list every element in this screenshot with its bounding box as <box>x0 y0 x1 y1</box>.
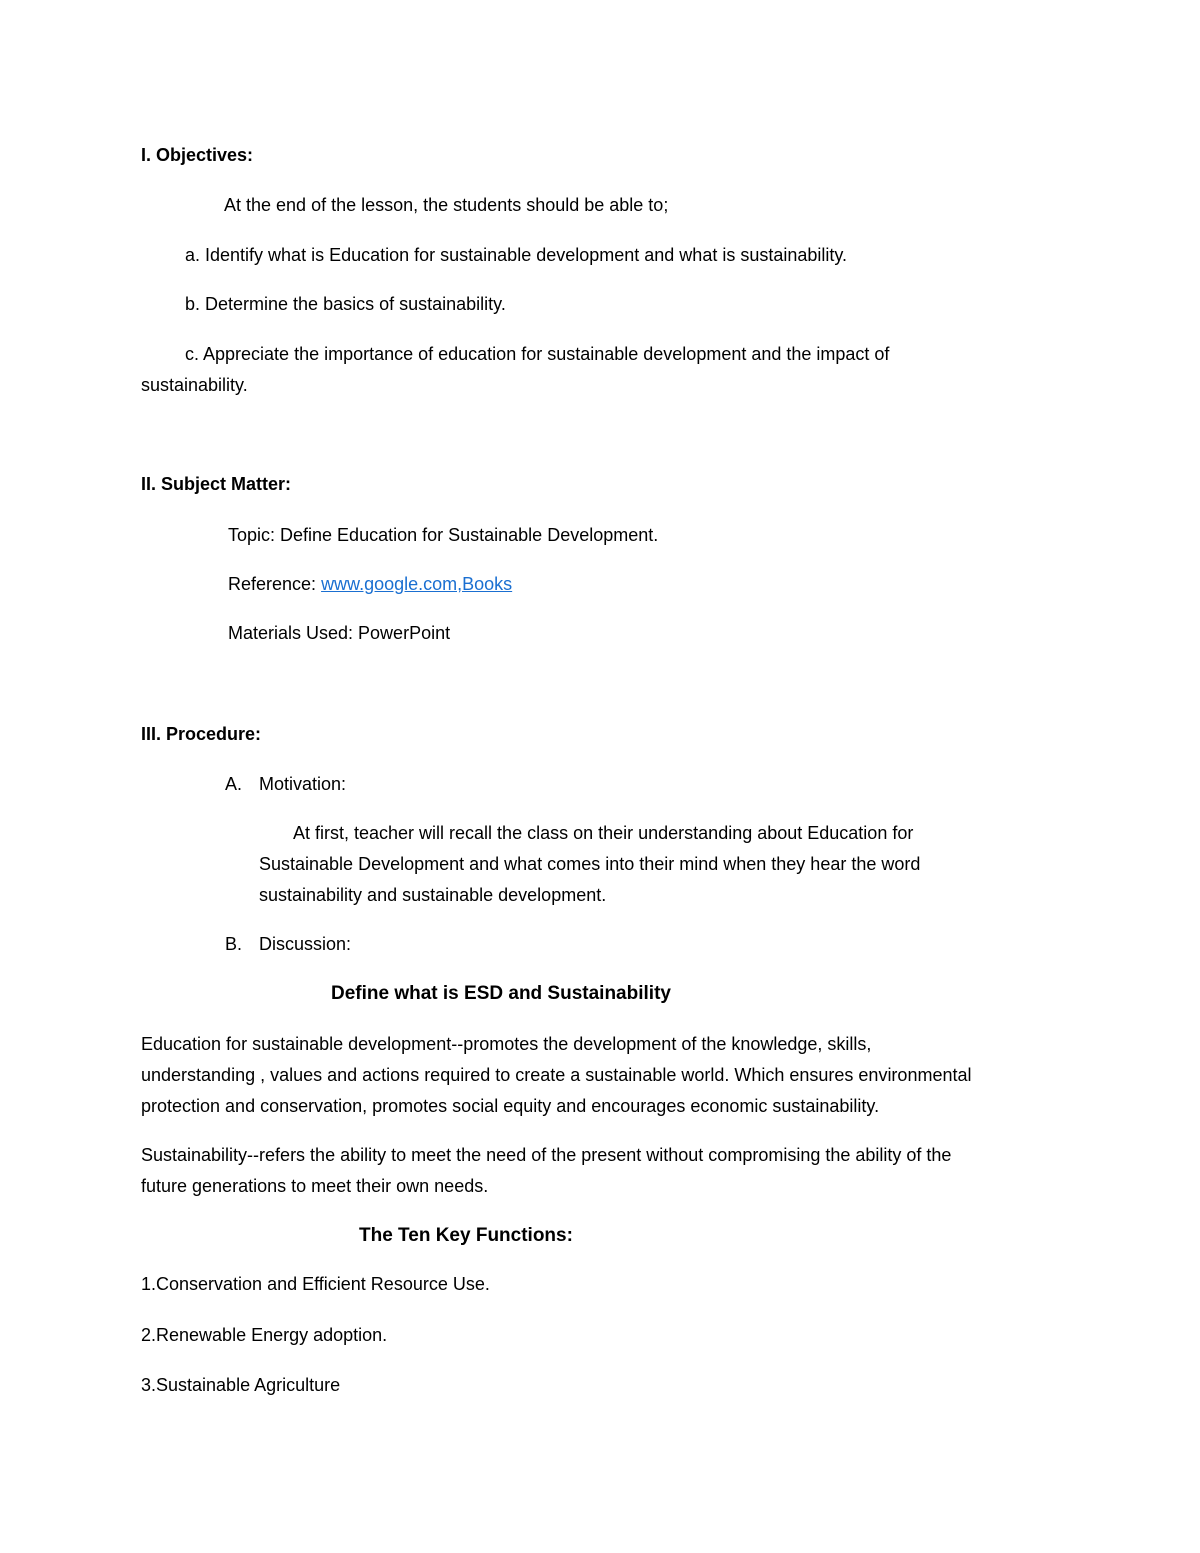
objectives-heading: I. Objectives: <box>141 145 254 165</box>
sustainability-definition-line-2: future generations to meet their own needs. <box>141 1176 489 1196</box>
objectives-intro: At the end of the lesson, the students should be able to; <box>224 195 669 215</box>
subject-reference <box>228 569 512 600</box>
key-functions-title: The Ten Key Functions: <box>359 1225 573 1246</box>
esd-definition-line-1: Education for sustainable development--promotes the development of the knowledge, skills, <box>141 1034 872 1054</box>
key-function-item: 3.Sustainable Agriculture <box>141 1375 341 1395</box>
motivation-text-line-3: sustainability and sustainable development. <box>259 885 607 905</box>
procedure-item-discussion <box>225 929 351 960</box>
esd-definition-line-2: understanding , values and actions required to create a sustainable world. Which ensures environmental <box>141 1065 972 1085</box>
procedure-heading: III. Procedure: <box>141 724 262 744</box>
objective-item-b: b. Determine the basics of sustainability. <box>185 294 506 314</box>
subject-materials: Materials Used: PowerPoint <box>228 623 451 643</box>
procedure-item-motivation <box>225 769 346 800</box>
discussion-label: Discussion: <box>259 934 352 954</box>
key-function-item: 1.Conservation and Efficient Resource Use. <box>141 1274 490 1294</box>
objective-item-c: c. Appreciate the importance of education for sustainable development and the impact of <box>185 344 890 364</box>
motivation-text-line-1: At first, teacher will recall the class on their understanding about Education for <box>293 823 914 843</box>
sustainability-definition-line-1: Sustainability--refers the ability to meet the need of the present without compromising the ability of the <box>141 1145 952 1165</box>
reference-label: Reference: <box>228 574 322 594</box>
key-function-item: 2.Renewable Energy adoption. <box>141 1325 388 1345</box>
subject-matter-heading: II. Subject Matter: <box>141 474 292 494</box>
objective-item-a: a. Identify what is Education for sustainable development and what is sustainability. <box>185 245 848 265</box>
esd-definition-line-3: protection and conservation, promotes social equity and encourages economic sustainability. <box>141 1096 880 1116</box>
objective-item-c-continued: sustainability. <box>141 375 248 395</box>
discussion-title: Define what is ESD and Sustainability <box>331 983 671 1004</box>
list-marker: B. <box>225 934 243 954</box>
reference-link[interactable]: www.google.com,Books <box>321 574 513 594</box>
motivation-text-line-2: Sustainable Development and what comes into their mind when they hear the word <box>259 854 921 874</box>
subject-topic: Topic: Define Education for Sustainable Development. <box>228 525 659 545</box>
list-marker: A. <box>225 774 243 794</box>
motivation-label: Motivation: <box>259 774 347 794</box>
